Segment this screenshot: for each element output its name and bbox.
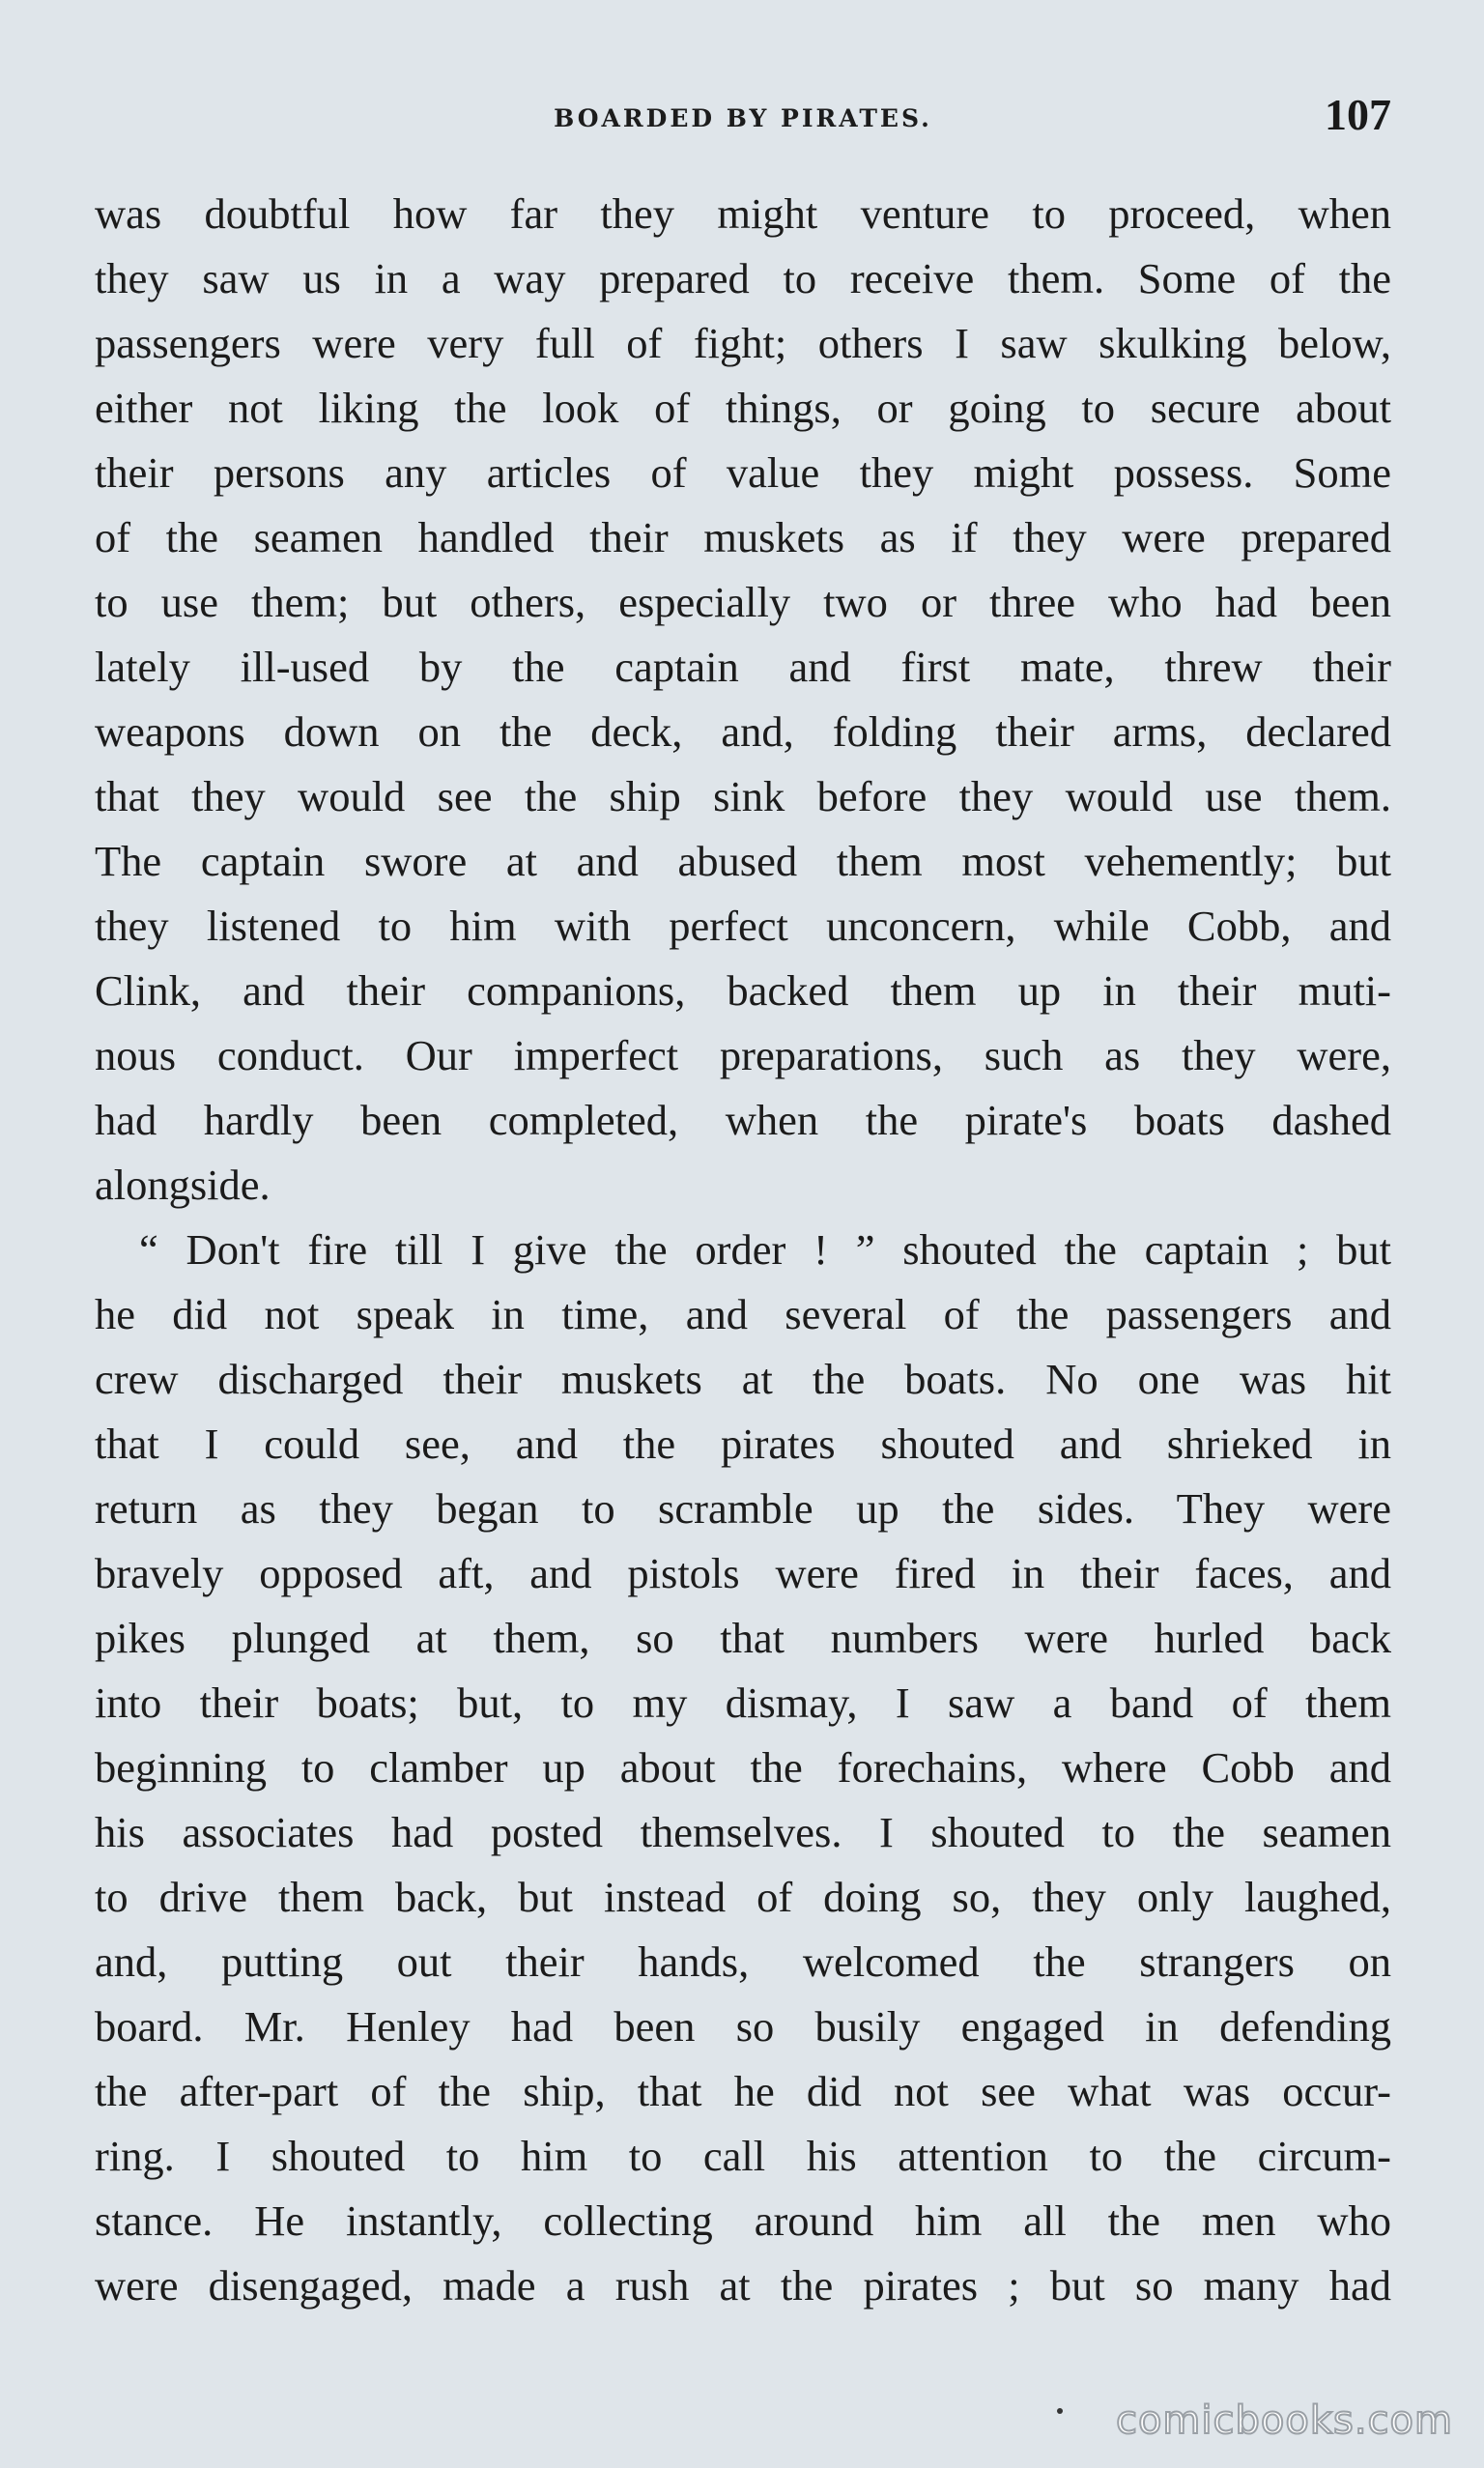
text-line: pikes plunged at them, so that numbers were hurled back xyxy=(95,1614,1391,1662)
text-line: board. Mr. Henley had been so busily engaged in defending xyxy=(95,2002,1391,2051)
text-line: passengers were very full of fight; others I saw skulking below, xyxy=(95,319,1391,367)
text-line: weapons down on the deck, and, folding their arms, declared xyxy=(95,707,1391,756)
text-line: bravely opposed aft, and pistols were fired in their faces, and xyxy=(95,1549,1391,1597)
text-line: Clink, and their companions, backed them up in their muti- xyxy=(95,966,1391,1015)
page-number: 107 xyxy=(1325,90,1391,139)
text-line: and, putting out their hands, welcomed the strangers on xyxy=(95,1937,1391,1986)
text-line: into their boats; but, to my dismay, I saw a band of them xyxy=(95,1679,1391,1727)
text-line: his associates had posted themselves. I shouted to the seamen xyxy=(95,1808,1391,1856)
text-line: had hardly been completed, when the pirate's boats dashed xyxy=(95,1096,1391,1144)
text-line: were disengaged, made a rush at the pirates ; but so many had xyxy=(95,2261,1391,2310)
text-line: the after-part of the ship, that he did not see what was occur- xyxy=(95,2067,1391,2115)
text-line: return as they began to scramble up the sides. They were xyxy=(95,1484,1391,1533)
running-title: BOARDED BY PIRATES. xyxy=(554,104,932,132)
text-line: to drive them back, but instead of doing so, they only laughed, xyxy=(95,1873,1391,1921)
text-line: ring. I shouted to him to call his attention to the circum- xyxy=(95,2132,1391,2180)
text-line: beginning to clamber up about the forechains, where Cobb and xyxy=(95,1743,1391,1792)
text-line: either not liking the look of things, or going to secure about xyxy=(95,384,1391,432)
running-header xyxy=(95,89,1391,143)
text-line: their persons any articles of value they might possess. Some xyxy=(95,448,1391,497)
text-line: nous conduct. Our imperfect preparations, such as they were, xyxy=(95,1031,1391,1079)
text-line: stance. He instantly, collecting around him all the men who xyxy=(95,2196,1391,2245)
text-line: of the seamen handled their muskets as if they were prepared xyxy=(95,513,1391,561)
text-line: The captain swore at and abused them most vehemently; but xyxy=(95,837,1391,885)
watermark-logo: comicbooks.com xyxy=(1115,2398,1453,2443)
text-line: “ Don't fire till I give the order ! ” shouted the captain ; but xyxy=(139,1225,1391,1274)
body-text xyxy=(95,182,1391,2318)
text-line: alongside. xyxy=(95,1161,271,1209)
text-line: to use them; but others, especially two or three who had been xyxy=(95,578,1391,626)
text-line: he did not speak in time, and several of the passengers and xyxy=(95,1290,1391,1338)
text-line: they listened to him with perfect unconcern, while Cobb, and xyxy=(95,902,1391,950)
text-line: that they would see the ship sink before they would use them. xyxy=(95,772,1391,820)
text-line: was doubtful how far they might venture to proceed, when xyxy=(95,189,1391,238)
text-line: that I could see, and the pirates shouted and shrieked in xyxy=(95,1420,1391,1468)
watermark-dot xyxy=(1057,2408,1063,2414)
text-line: lately ill-used by the captain and first mate, threw their xyxy=(95,643,1391,691)
text-line: they saw us in a way prepared to receive them. Some of the xyxy=(95,254,1391,302)
text-line: crew discharged their muskets at the boats. No one was hit xyxy=(95,1355,1391,1403)
